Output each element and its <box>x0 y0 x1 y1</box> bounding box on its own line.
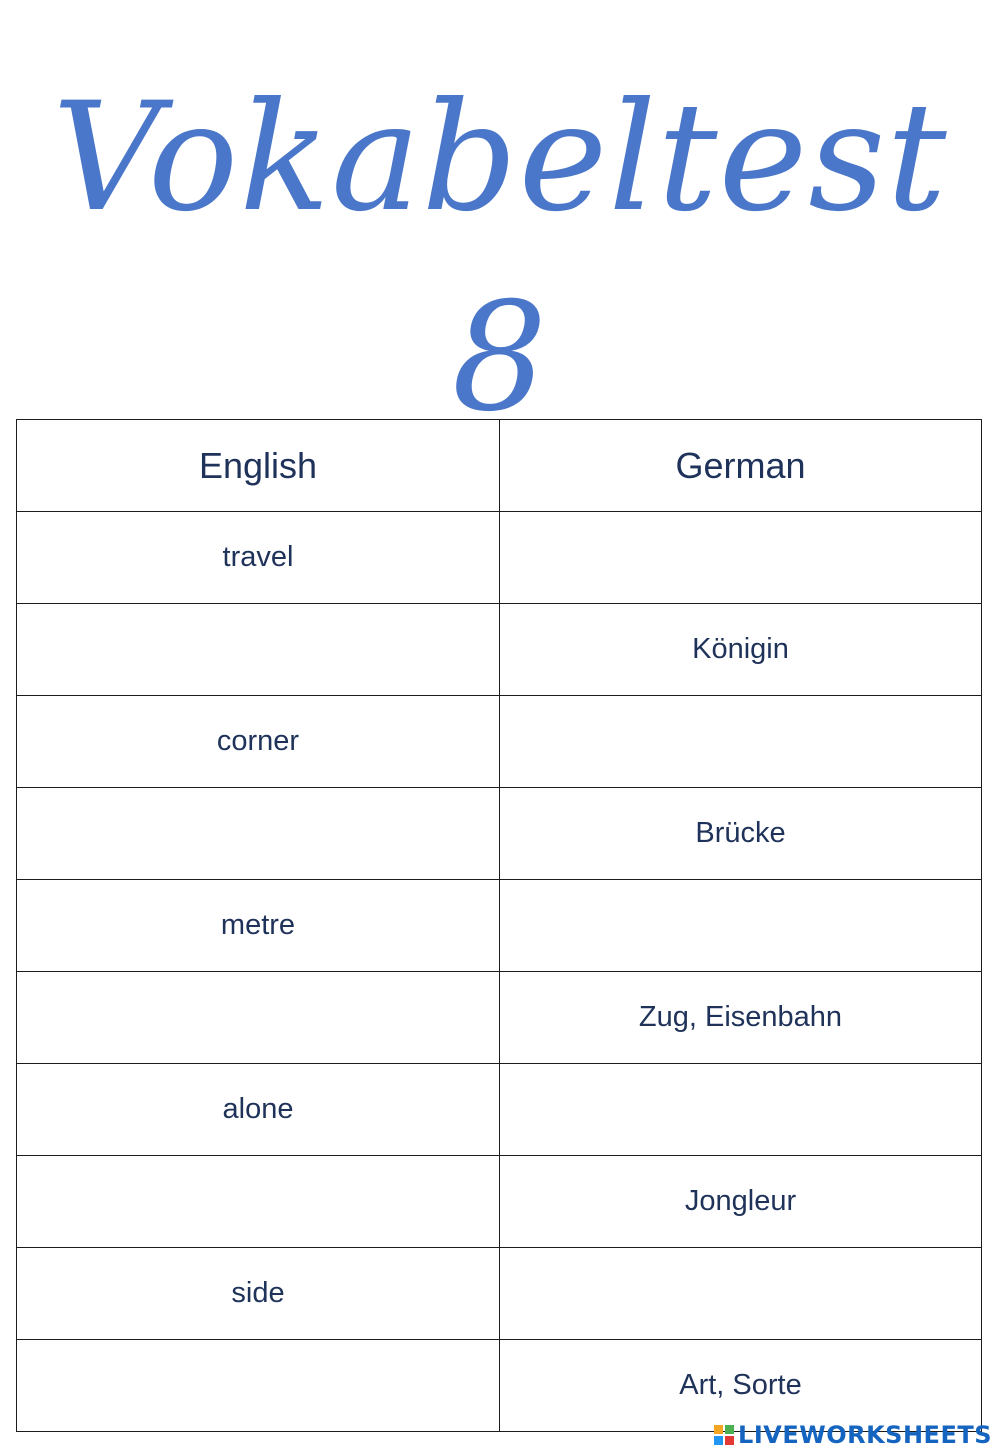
english-cell[interactable]: corner <box>17 696 500 788</box>
german-cell[interactable]: Jongleur <box>500 1156 982 1248</box>
liveworksheets-logo-icon <box>714 1425 734 1445</box>
table-row <box>17 972 982 1064</box>
table-row <box>17 696 982 788</box>
table-row <box>17 880 982 972</box>
english-cell[interactable]: travel <box>17 512 500 604</box>
german-cell[interactable]: Königin <box>500 604 982 696</box>
german-cell[interactable] <box>500 512 982 604</box>
table-row <box>17 1156 982 1248</box>
german-cell[interactable]: Zug, Eisenbahn <box>500 972 982 1064</box>
english-cell[interactable] <box>17 972 500 1064</box>
english-cell[interactable] <box>17 1156 500 1248</box>
table-row <box>17 512 982 604</box>
german-cell[interactable] <box>500 1064 982 1156</box>
table-header-row <box>17 420 982 512</box>
brand-name: LIVEWORKSHEETS <box>738 1421 992 1449</box>
column-header-english: English <box>17 420 500 512</box>
table-row <box>17 1064 982 1156</box>
english-cell[interactable] <box>17 788 500 880</box>
worksheet-title: Vokabeltest 8 <box>52 71 948 445</box>
english-cell[interactable]: alone <box>17 1064 500 1156</box>
vocabulary-table <box>16 419 982 1432</box>
english-cell[interactable] <box>17 604 500 696</box>
german-cell[interactable] <box>500 1248 982 1340</box>
german-cell[interactable] <box>500 880 982 972</box>
table-row <box>17 1248 982 1340</box>
english-cell[interactable] <box>17 1340 500 1432</box>
german-cell[interactable]: Art, Sorte <box>500 1340 982 1432</box>
table-row <box>17 604 982 696</box>
table-row <box>17 788 982 880</box>
liveworksheets-logo <box>714 1420 992 1450</box>
english-cell[interactable]: side <box>17 1248 500 1340</box>
english-cell[interactable]: metre <box>17 880 500 972</box>
table-row <box>17 1340 982 1432</box>
german-cell[interactable] <box>500 696 982 788</box>
german-cell[interactable]: Brücke <box>500 788 982 880</box>
column-header-german: German <box>500 420 982 512</box>
